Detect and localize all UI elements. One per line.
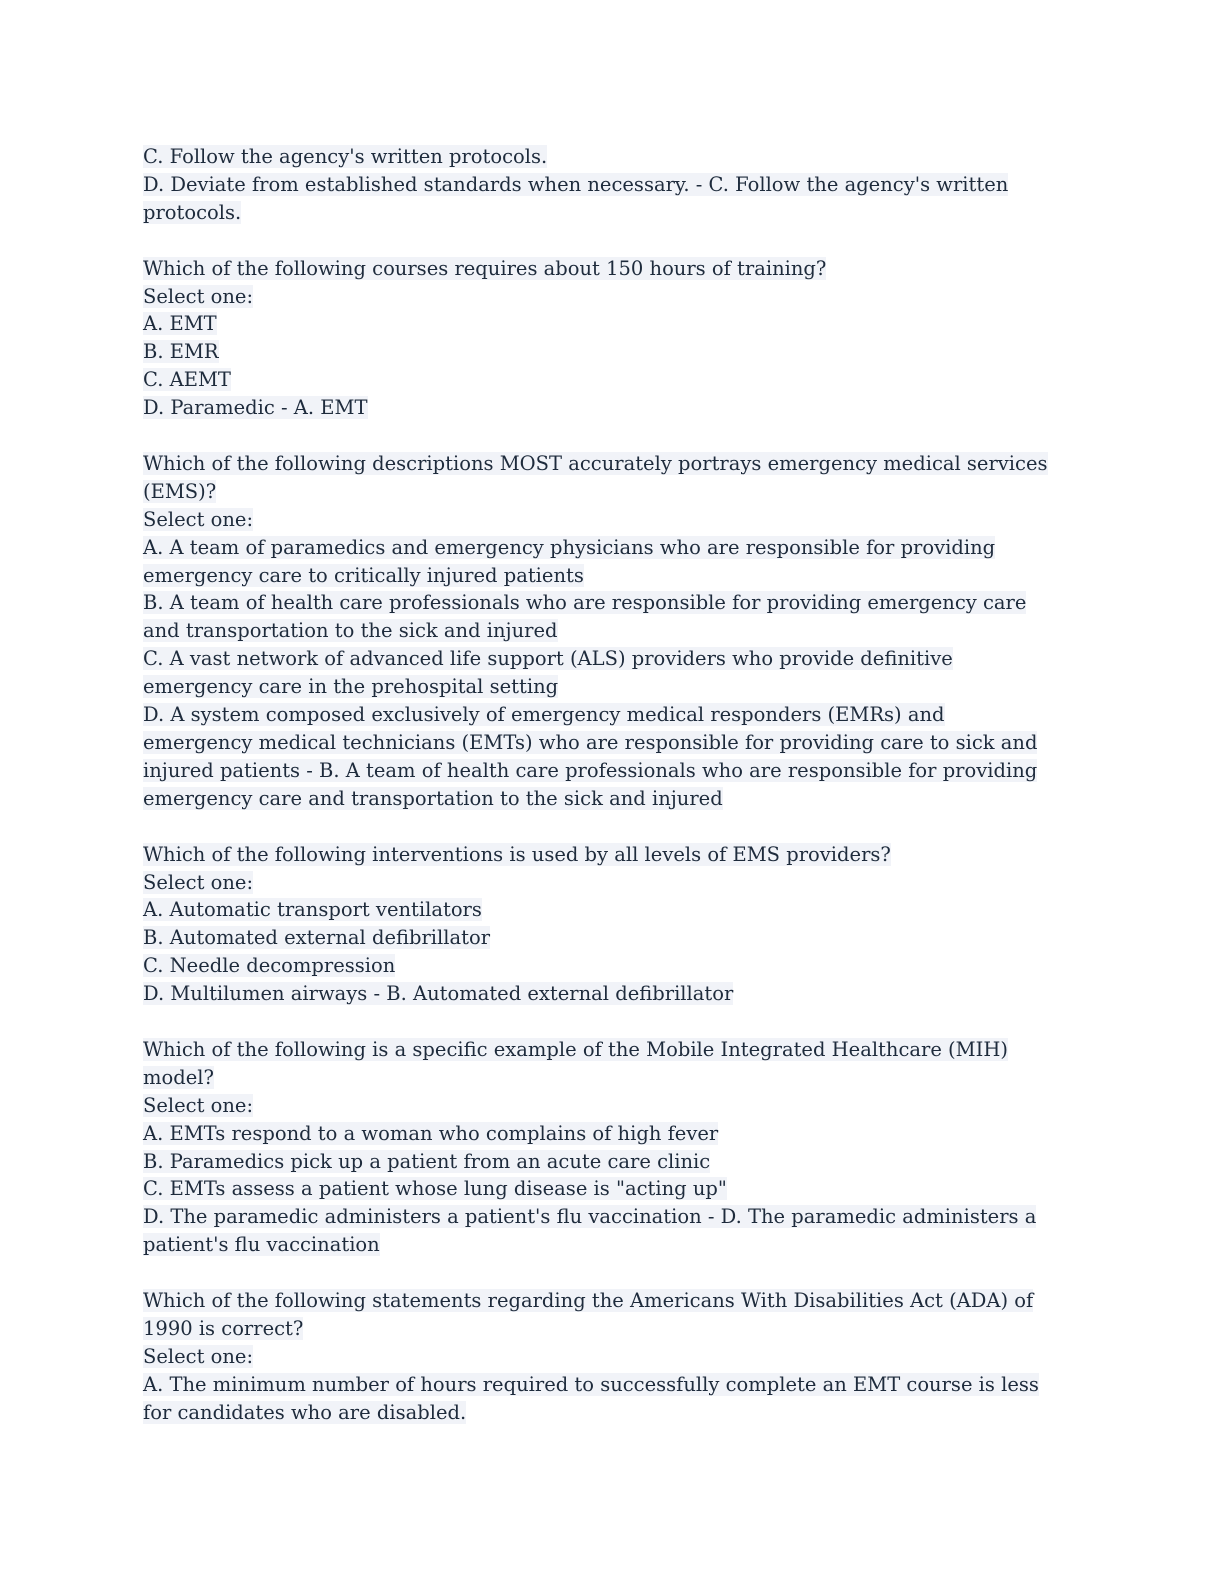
text-line-content: C. AEMT xyxy=(143,368,231,392)
text-line xyxy=(143,1203,1073,1231)
text-line xyxy=(143,199,1073,227)
text-line-content: emergency care and transportation to the sick and injured xyxy=(143,786,723,810)
text-line-content: A. EMT xyxy=(143,312,217,336)
text-line xyxy=(143,673,1073,701)
question-block xyxy=(143,255,1073,422)
question-block xyxy=(143,450,1073,813)
text-line xyxy=(143,869,1073,897)
text-line xyxy=(143,366,1073,394)
text-line xyxy=(143,701,1073,729)
text-line xyxy=(143,1175,1073,1203)
text-line-content: Select one: xyxy=(143,870,254,894)
text-line-content: Which of the following descriptions MOST accurately portrays emergency medical services xyxy=(143,451,1048,475)
text-line xyxy=(143,1064,1073,1092)
text-line-content: C. Follow the agency's written protocols. xyxy=(143,145,548,168)
text-line-content: Select one: xyxy=(143,1093,254,1117)
question-block xyxy=(143,1036,1073,1259)
question-block xyxy=(143,143,1073,227)
text-line-content: C. Needle decompression xyxy=(143,954,396,978)
question-block xyxy=(143,1287,1073,1427)
text-line xyxy=(143,757,1073,785)
text-line xyxy=(143,534,1073,562)
text-line xyxy=(143,255,1073,283)
text-line xyxy=(143,617,1073,645)
text-line xyxy=(143,1315,1073,1343)
text-line-content: Which of the following is a specific example of the Mobile Integrated Healthcare (MIH) xyxy=(143,1037,1008,1061)
text-line-content: Which of the following statements regarding the Americans With Disabilities Act (ADA) of xyxy=(143,1289,1034,1313)
text-line-content: emergency care in the prehospital setting xyxy=(143,675,559,699)
text-line-content: patient's flu vaccination xyxy=(143,1233,380,1257)
text-line-content: (EMS)? xyxy=(143,479,217,503)
text-line xyxy=(143,450,1073,478)
text-line xyxy=(143,1231,1073,1259)
text-line-content: Select one: xyxy=(143,1344,254,1368)
document-content xyxy=(143,143,1073,1455)
text-line xyxy=(143,143,1073,171)
text-line-content: Select one: xyxy=(143,507,254,531)
text-line-content: injured patients - B. A team of health care professionals who are responsible for providing xyxy=(143,758,1038,782)
text-line-content: Which of the following interventions is used by all levels of EMS providers? xyxy=(143,842,891,866)
text-line xyxy=(143,310,1073,338)
text-line-content: D. The paramedic administers a patient's flu vaccination - D. The paramedic administers a xyxy=(143,1205,1037,1229)
text-line xyxy=(143,283,1073,311)
text-line xyxy=(143,785,1073,813)
text-line xyxy=(143,1148,1073,1176)
text-line xyxy=(143,980,1073,1008)
text-line-content: D. A system composed exclusively of emergency medical responders (EMRs) and xyxy=(143,703,945,727)
text-line xyxy=(143,1371,1073,1399)
text-line-content: D. Deviate from established standards when necessary. - C. Follow the agency's written xyxy=(143,172,1009,196)
text-line xyxy=(143,645,1073,673)
text-line-content: A. EMTs respond to a woman who complains of high fever xyxy=(143,1121,719,1145)
text-line xyxy=(143,896,1073,924)
text-line xyxy=(143,394,1073,422)
text-line xyxy=(143,924,1073,952)
text-line xyxy=(143,562,1073,590)
text-line xyxy=(143,1092,1073,1120)
text-line xyxy=(143,841,1073,869)
text-line-content: D. Multilumen airways - B. Automated external defibrillator xyxy=(143,982,734,1006)
text-line-content: emergency medical technicians (EMTs) who are responsible for providing care to sick and xyxy=(143,731,1038,754)
text-line xyxy=(143,1287,1073,1315)
text-line-content: C. A vast network of advanced life support (ALS) providers who provide definitive xyxy=(143,647,953,671)
text-line xyxy=(143,506,1073,534)
text-line-content: model? xyxy=(143,1065,214,1089)
text-line-content: protocols. xyxy=(143,200,242,224)
text-line xyxy=(143,478,1073,506)
question-block xyxy=(143,841,1073,1008)
text-line-content: C. EMTs assess a patient whose lung disease is "acting up" xyxy=(143,1177,727,1201)
text-line-content: D. Paramedic - A. EMT xyxy=(143,396,368,420)
text-line xyxy=(143,1120,1073,1148)
text-line-content: Which of the following courses requires about 150 hours of training? xyxy=(143,256,827,280)
text-line-content: and transportation to the sick and injured xyxy=(143,619,558,643)
text-line-content: 1990 is correct? xyxy=(143,1316,304,1340)
text-line-content: for candidates who are disabled. xyxy=(143,1400,467,1424)
text-line xyxy=(143,729,1073,757)
text-line-content: B. Automated external defibrillator xyxy=(143,926,491,950)
text-line-content: A. Automatic transport ventilators xyxy=(143,898,482,922)
text-line xyxy=(143,1343,1073,1371)
text-line-content: B. EMR xyxy=(143,340,219,364)
text-line-content: Select one: xyxy=(143,284,254,308)
text-line-content: B. Paramedics pick up a patient from an acute care clinic xyxy=(143,1149,711,1173)
text-line-content: B. A team of health care professionals who are responsible for providing emergency care xyxy=(143,591,1027,615)
text-line xyxy=(143,338,1073,366)
text-line xyxy=(143,1399,1073,1427)
text-line-content: A. The minimum number of hours required to successfully complete an EMT course is less xyxy=(143,1372,1039,1396)
text-line xyxy=(143,171,1073,199)
text-line xyxy=(143,589,1073,617)
text-line-content: A. A team of paramedics and emergency physicians who are responsible for providing xyxy=(143,535,996,559)
text-line-content: emergency care to critically injured patients xyxy=(143,563,584,587)
text-line xyxy=(143,952,1073,980)
text-line xyxy=(143,1036,1073,1064)
